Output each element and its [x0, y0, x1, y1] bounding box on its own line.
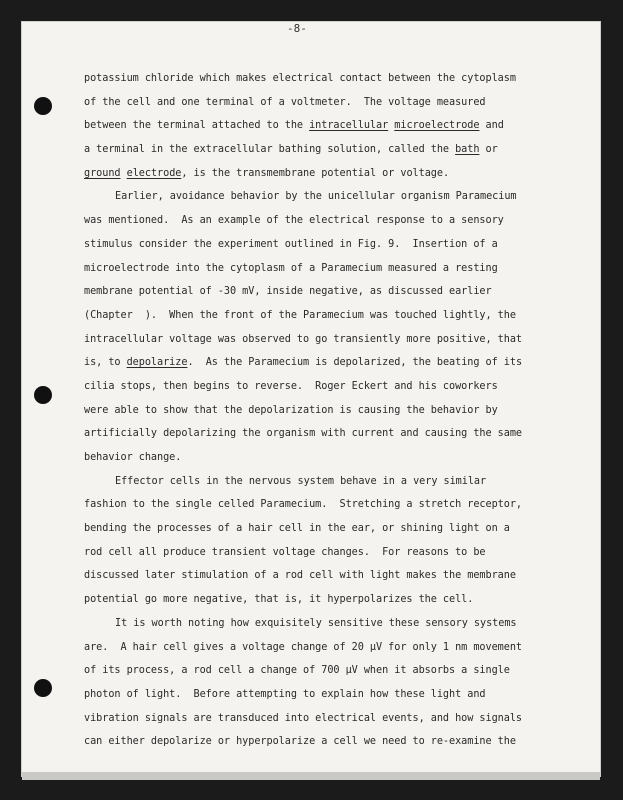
text-line [84, 612, 517, 636]
text-line [84, 470, 514, 494]
text-segment: (Chapter ). When the front of the Paramecium was touched lightly, the [84, 309, 516, 321]
text-line [84, 636, 523, 660]
text-segment: vibration signals are transduced into electrical events, and how signals [84, 712, 523, 724]
text-segment: photon of light. Before attempting to explain how these light and [84, 688, 486, 700]
binder-hole [34, 679, 52, 697]
text-segment: was mentioned. As an example of the electrical response to a sensory [84, 215, 504, 227]
text-segment: Effector cells in the nervous system behave in a very similar [115, 475, 487, 487]
underlined-term: ground [84, 167, 121, 179]
text-segment: It is worth noting how exquisitely sensitive these sensory systems [115, 617, 517, 629]
text-line [84, 114, 514, 138]
text-segment: are. A hair cell gives a voltage change of 20 μV for only 1 nm movement [84, 641, 523, 653]
text-segment: bending the processes of a hair cell in the ear, or shining light on a [84, 523, 510, 535]
text-segment: stimulus consider the experiment outlined in Fig. 9. Insertion of a [84, 238, 498, 250]
text-line [84, 185, 517, 209]
text-line [84, 683, 514, 707]
text-line [84, 351, 523, 375]
text-segment: , is the transmembrane potential or voltage. [181, 167, 450, 179]
underlined-term: depolarize [126, 357, 188, 369]
binder-hole [34, 386, 52, 404]
text-segment: potential go more negative, that is, it hyperpolarizes the cell. [84, 594, 474, 606]
underlined-term: bath [455, 144, 480, 156]
text-line [84, 375, 514, 399]
text-line [84, 138, 514, 162]
text-line [84, 707, 523, 731]
text-line [84, 399, 514, 423]
text-segment: of the cell and one terminal of a voltmeter. The voltage measured [84, 96, 486, 108]
text-segment: or [479, 144, 498, 156]
text-line [84, 422, 523, 446]
text-segment: were able to show that the depolarization is causing the behavior by [84, 404, 498, 416]
text-line [84, 328, 523, 352]
text-segment: can either depolarize or hyperpolarize a cell we need to re-examine the [84, 736, 516, 748]
text-segment: potassium chloride which makes electrical contact between the cytoplasm [84, 73, 516, 84]
text-segment: of its process, a rod cell a change of 700 μV when it absorbs a single [84, 665, 510, 677]
text-segment: artificially depolarizing the organism with current and causing the same [84, 428, 523, 440]
text-segment: a terminal in the extracellular bathing solution, called the [84, 144, 456, 156]
text-segment: cilia stops, then begins to reverse. Roger Eckert and his coworkers [84, 380, 498, 392]
text-line [84, 162, 514, 186]
text-segment: . As the Paramecium is depolarized, the beating of its [187, 357, 523, 369]
page-number: -8- [287, 22, 307, 35]
text-line [84, 541, 514, 565]
body-text [84, 67, 523, 754]
text-line [84, 588, 514, 612]
text-line [84, 493, 523, 517]
underlined-term: microelectrode [394, 120, 480, 132]
text-segment: and [479, 120, 504, 132]
text-line [84, 659, 514, 683]
text-line [84, 517, 514, 541]
text-line [84, 209, 514, 233]
text-segment: microelectrode into the cytoplasm of a Paramecium measured a resting [84, 262, 498, 274]
underlined-term: electrode [126, 167, 182, 179]
text-line [84, 730, 514, 754]
text-segment: rod cell all produce transient voltage changes. For reasons to be [84, 546, 486, 558]
text-segment: intracellular voltage was observed to go transiently more positive, that [84, 333, 523, 345]
text-line [84, 304, 514, 328]
text-segment: Earlier, avoidance behavior by the unicellular organism Paramecium [115, 191, 517, 203]
text-line [84, 564, 514, 588]
text-segment: is, to [84, 357, 127, 369]
page-edge [22, 772, 600, 780]
text-segment: behavior change. [84, 452, 182, 463]
text-segment: fashion to the single celled Paramecium. Stretching a stretch receptor, [84, 499, 523, 511]
text-segment: between the terminal attached to the [84, 120, 310, 132]
binder-hole [34, 97, 52, 115]
underlined-term: intracellular [309, 120, 389, 132]
text-line [84, 91, 514, 115]
text-line [84, 67, 514, 91]
text-segment: discussed later stimulation of a rod cell with light makes the membrane [84, 570, 516, 582]
text-line [84, 233, 514, 257]
text-segment: membrane potential of -30 mV, inside negative, as discussed earlier [84, 286, 492, 298]
text-line [84, 446, 514, 470]
text-line [84, 280, 514, 304]
text-line [84, 257, 514, 281]
